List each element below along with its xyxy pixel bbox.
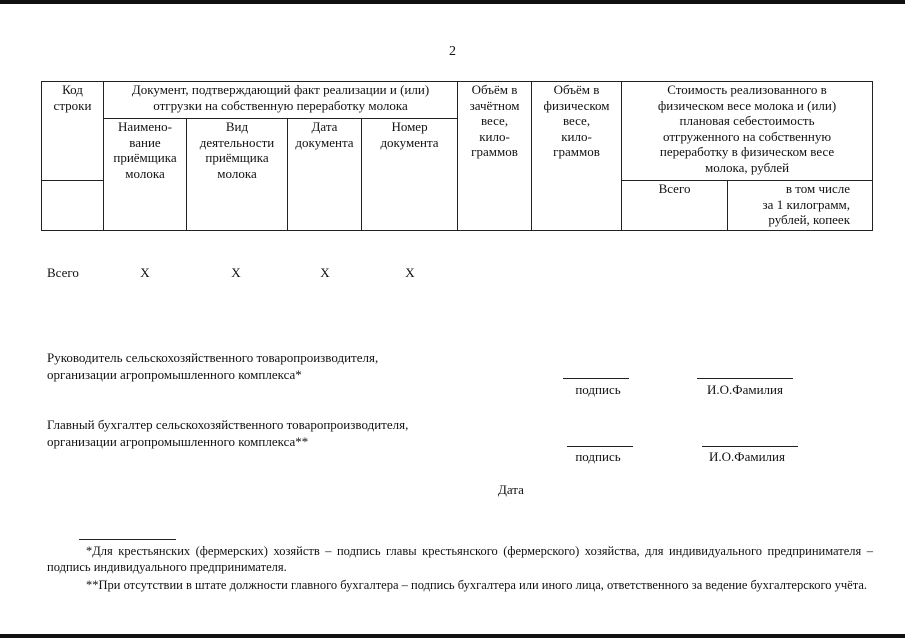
accountant-signature-line[interactable]	[567, 446, 633, 447]
footnote-separator	[79, 539, 176, 540]
header-volume-physical: Объём в физическом весе, кило- граммов	[532, 82, 622, 231]
total-mark: X	[405, 265, 415, 280]
subheader-cost-total: Всего	[622, 181, 728, 231]
accountant-name-line[interactable]	[702, 446, 798, 447]
subheader-cost-per-kg: в том числе за 1 килограмм, рублей, копеек	[728, 181, 873, 231]
accountant-title: Главный бухгалтер сельскохозяйственного товаропроизводителя, организации агропромышленного комплекса**	[47, 417, 409, 449]
head-signature-line[interactable]	[563, 378, 629, 379]
header-volume-credit: Объём в зачётном весе, кило- граммов	[458, 82, 532, 231]
footnote-farm: *Для крестьянских (фермерских) хозяйств – подпись главы крестьянского (фермерского) хозяйства, для индивидуального предпринимателя – подпись индивидуального предпринимателя.	[47, 544, 873, 574]
head-signature-caption: подпись	[575, 382, 621, 397]
subheader-receiver-name: Наимено- вание приёмщика молока	[104, 119, 187, 231]
subheader-receiver-activity: Вид деятельности приёмщика молока	[187, 119, 288, 231]
accountant-signature-caption: подпись	[575, 449, 621, 464]
subheader-document-number: Номер документа	[362, 119, 458, 231]
total-mark: X	[140, 265, 150, 280]
top-border-rule	[0, 0, 905, 4]
total-mark: X	[231, 265, 241, 280]
header-cost: Стоимость реализованного в физическом весе молока и (или) плановая себестоимость отгруженного на собственную переработку в физическом весе молока, рублей	[622, 82, 873, 181]
total-label: Всего	[47, 265, 79, 280]
head-title: Руководитель сельскохозяйственного товаропроизводителя, организации агропромышленного комплекса*	[47, 350, 379, 382]
header-code-blank	[42, 181, 104, 231]
header-document: Документ, подтверждающий факт реализации и (или) отгрузки на собственную переработку молока	[104, 82, 458, 119]
accountant-name-caption: И.О.Фамилия	[709, 449, 785, 464]
date-label: Дата	[498, 482, 524, 497]
subheader-document-date: Дата документа	[288, 119, 362, 231]
head-name-caption: И.О.Фамилия	[707, 382, 783, 397]
header-code: Код строки	[42, 82, 104, 181]
page-number: 2	[449, 44, 456, 59]
total-mark: X	[320, 265, 330, 280]
head-name-line[interactable]	[697, 378, 793, 379]
footnote-accountant: **При отсутствии в штате должности главного бухгалтера – подпись бухгалтера или иного лица, ответственного за ведение бухгалтерского учёта.	[86, 578, 868, 592]
bottom-border-rule	[0, 634, 905, 638]
report-table	[41, 81, 873, 231]
total-row	[0, 265, 905, 285]
